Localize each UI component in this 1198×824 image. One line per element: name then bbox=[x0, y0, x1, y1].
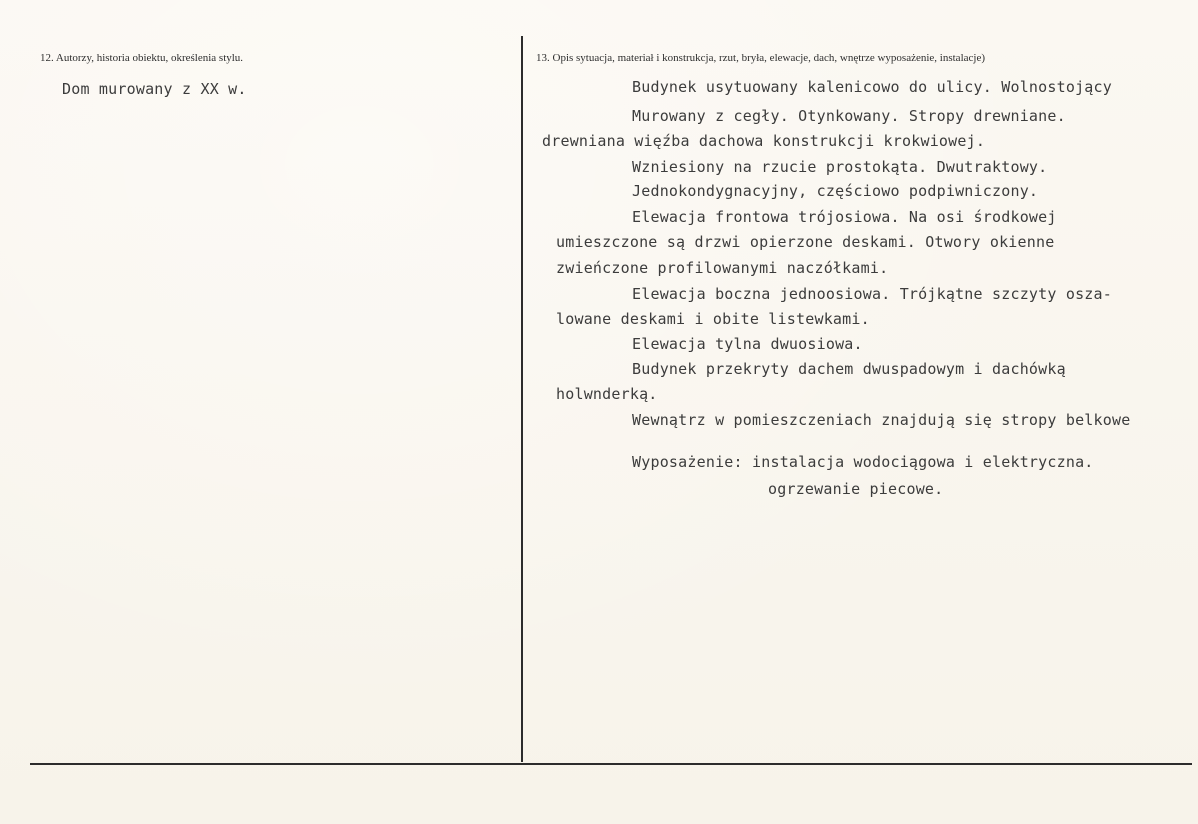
description-line: drewniana więźba dachowa konstrukcji krokwiowej. bbox=[542, 132, 986, 150]
section-13-heading: 13. Opis sytuacja, materiał i konstrukcja, rzut, bryła, elewacje, dach, wnętrze wyposażenie, instalacje) bbox=[536, 52, 985, 64]
description-line: Budynek przekryty dachem dwuspadowym i dachówką bbox=[632, 360, 1066, 378]
section-12-heading: 12. Autorzy, historia obiektu, określenia stylu. bbox=[40, 52, 244, 64]
description-line: Elewacja frontowa trójosiowa. Na osi środkowej bbox=[632, 208, 1057, 226]
description-line: Murowany z cegły. Otynkowany. Stropy drewniane. bbox=[632, 107, 1066, 125]
description-line: Wzniesiony na rzucie prostokąta. Dwutraktowy. bbox=[632, 158, 1048, 176]
column-divider bbox=[521, 36, 523, 762]
section-12-text: Dom murowany z XX w. bbox=[62, 80, 247, 98]
description-line: umieszczone są drzwi opierzone deskami. Otwory okienne bbox=[556, 233, 1055, 251]
description-line: zwieńczone profilowanymi naczółkami. bbox=[556, 259, 889, 277]
description-line: Elewacja tylna dwuosiowa. bbox=[632, 335, 863, 353]
bottom-rule bbox=[30, 763, 1192, 765]
description-line: Jednokondygnacyjny, częściowo podpiwniczony. bbox=[632, 182, 1039, 200]
description-line: lowane deskami i obite listewkami. bbox=[556, 310, 870, 328]
description-line: Elewacja boczna jednoosiowa. Trójkątne szczyty osza- bbox=[632, 285, 1112, 303]
description-line: holwnderką. bbox=[556, 385, 658, 403]
description-line: Budynek usytuowany kalenicowo do ulicy. Wolnostojący bbox=[632, 78, 1112, 96]
description-line: Wewnątrz w pomieszczeniach znajdują się stropy belkowe bbox=[632, 411, 1131, 429]
description-line: ogrzewanie piecowe. bbox=[768, 480, 944, 498]
description-line: Wyposażenie: instalacja wodociągowa i elektryczna. bbox=[632, 453, 1094, 471]
